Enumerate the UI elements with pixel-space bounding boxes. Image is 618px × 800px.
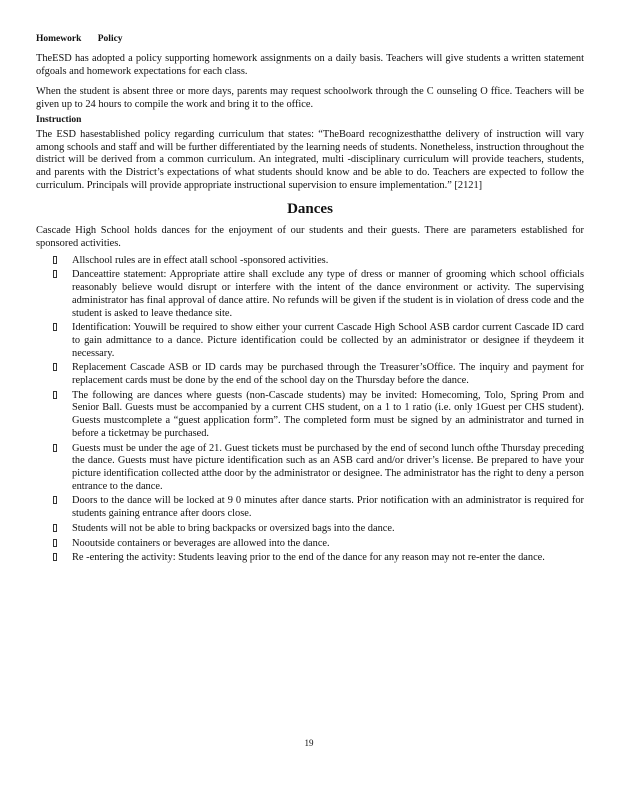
homework-paragraph-1: TheESD has adopted a policy supporting homework assignments on a daily basis. Teachers will give students a written statement ofgoals and homework expectations for each class. xyxy=(36,53,584,77)
dances-title: Dances xyxy=(287,201,333,218)
list-item xyxy=(36,322,584,360)
bullet-icon xyxy=(53,363,57,371)
bullet-icon xyxy=(53,444,57,452)
instruction-paragraph: The ESD hasestablished policy regarding curriculum that states: “TheBoard recognizesthatthe delivery of instruction will vary among schools and staff and will be further differentiated by the learning needs of students. Nonetheless, instruction throughout the district will be derived from a common curriculum. An integrated, multi -disciplinary curriculum will provide teachers, students, and parents with the District’s expectations of what students should know and be able to do. Teachers are expected to follow the curriculum. Principals will provide appropriate instructional supervision to ensure implementation.” [2121] xyxy=(36,128,584,191)
rule-text: Replacement Cascade ASB or ID cards may be purchased through the Treasurer’sOffice. The inquiry and payment for replacement cards must be done by the end of the school day on the Thursday before the dance. xyxy=(72,362,584,387)
rule-text: Guests must be under the age of 21. Guest tickets must be purchased by the end of second lunch ofthe Thursday preceding the dance. Guests must have picture identification such as an ASB card and/or driver’s license. Be prepared to have your picture identification collected atthe door by the administrator or designee. The administrator has the right to deny a person entrance to the dance. xyxy=(72,442,584,492)
list-item xyxy=(36,538,584,551)
rule-text: Doors to the dance will be locked at 9 0 minutes after dance starts. Prior notification with an administrator is required for students gaining entrance after doors close. xyxy=(72,495,584,520)
list-item xyxy=(36,443,584,494)
bullet-icon xyxy=(53,256,57,264)
bullet-icon xyxy=(53,323,57,331)
list-item xyxy=(36,495,584,520)
document-page xyxy=(36,34,584,567)
rule-text: Danceattire statement: Appropriate attire shall exclude any type of dress or manner of grooming which school officials reasonably believe would disrupt or interfere with the intent of the dance environment or activity. The supervising administrator has final approval of dance attire. No refunds will be given if the student is in violation of dress code and the student is asked to leave thedance site. xyxy=(72,269,584,319)
dance-rules-list xyxy=(36,255,584,565)
rule-text: Re -entering the activity: Students leaving prior to the end of the dance for any reason may not re-enter the dance. xyxy=(72,552,545,564)
rule-text: Allschool rules are in effect atall school -sponsored activities. xyxy=(72,254,329,266)
bullet-icon xyxy=(53,391,57,399)
bullet-icon xyxy=(53,524,57,532)
dances-intro: Cascade High School holds dances for the enjoyment of our students and their guests. There are parameters established for sponsored activities. xyxy=(36,225,584,250)
rule-text: Students will not be able to bring backpacks or oversized bags into the dance. xyxy=(72,522,395,534)
bullet-icon xyxy=(53,496,57,504)
rule-text: Identification: Youwill be required to show either your current Cascade High School ASB cardor current Cascade ID card to gain admittance to a dance. Picture identification could be collected by an administrator or designee if theydeem it necessary. xyxy=(72,322,584,359)
list-item xyxy=(36,362,584,387)
page-number: 19 xyxy=(304,738,314,748)
rule-text: The following are dances where guests (non-Cascade students) may be invited: Homecoming, Tolo, Spring Prom and Senior Ball. Guests must be accompanied by a current CHS student, on a 1 to 1 ratio (i.e. only 1Guest per CHS student). Guests mustcomplete a “guest application form”. The completed form must be signed by an administrator and turned in before a ticketmay be purchased. xyxy=(72,389,584,439)
homework-policy-heading: Homework Policy xyxy=(36,34,123,44)
bullet-icon xyxy=(53,539,57,547)
list-item xyxy=(36,255,584,268)
list-item xyxy=(36,523,584,536)
list-item xyxy=(36,269,584,320)
list-item xyxy=(36,390,584,441)
rule-text: Nooutside containers or beverages are allowed into the dance. xyxy=(72,537,330,549)
bullet-icon xyxy=(53,553,57,561)
list-item xyxy=(36,552,584,565)
homework-paragraph-2: When the student is absent three or more days, parents may request schoolwork through the C ounseling O ffice. Teachers will be given up to 24 hours to compile the work and bring it to the office. xyxy=(36,86,584,111)
instruction-heading: Instruction xyxy=(36,114,82,125)
bullet-icon xyxy=(53,270,57,278)
